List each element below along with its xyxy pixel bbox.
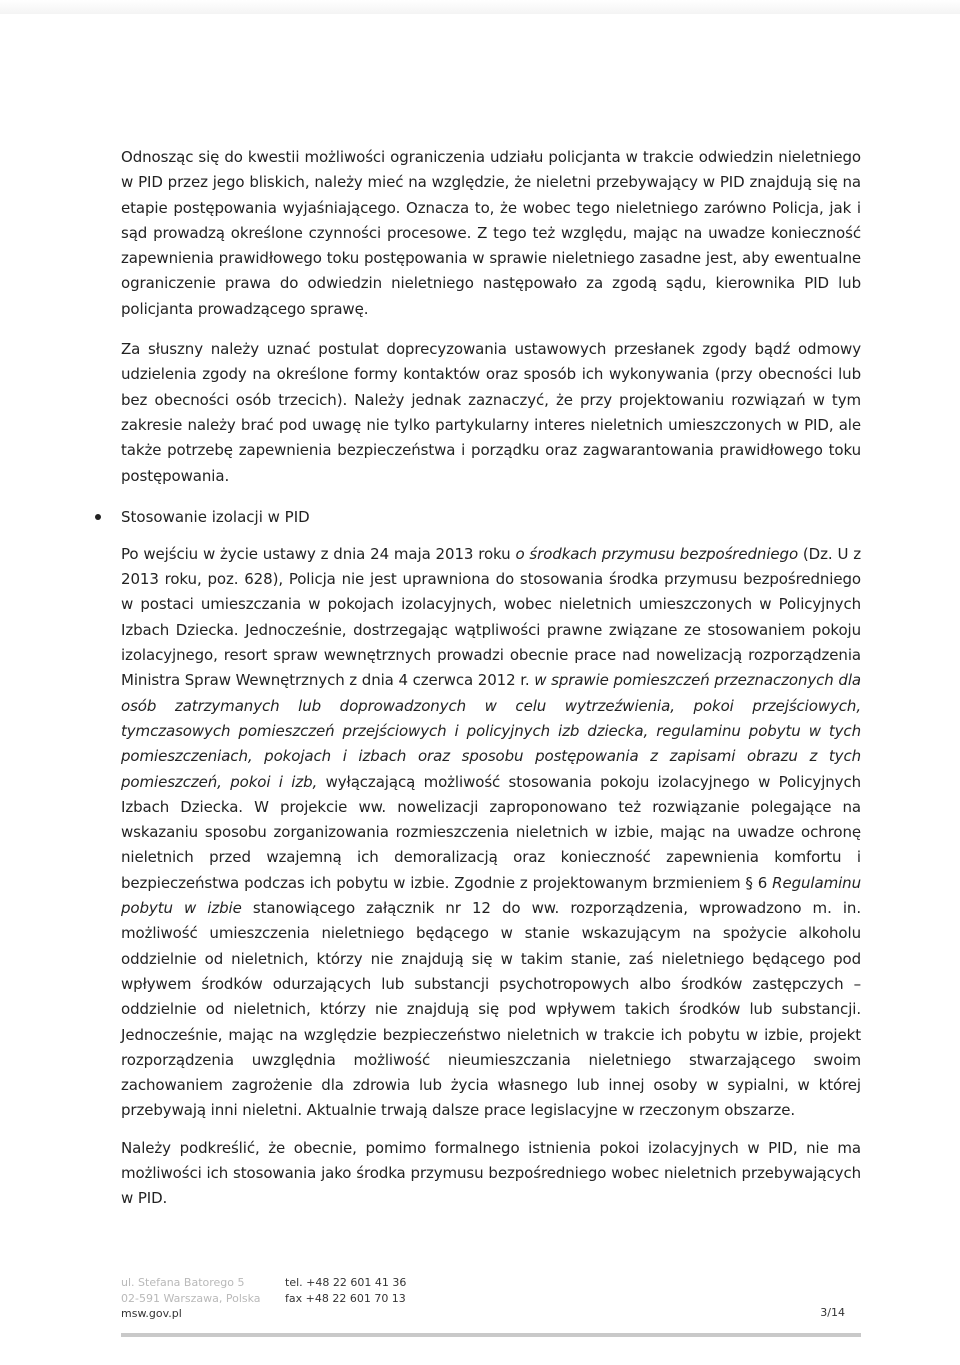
address-city: 02-591 Warszawa, Polska [121, 1291, 261, 1305]
regulation-title-italic: w sprawie pomieszczeń przeznaczonych dla osób zatrzymanych lub doprowadzonych w celu wytrzeźwienia, pokoi przejściowych, tymczasowych pomieszczeń przejściowych i policyjnych izb dziecka, regulaminu pobytu w tych pomieszczeniach, pokojach i izbach oraz sposobu postępowania z zapisami obrazu z tych pomieszczeń, pokoi i izb, [121, 671, 861, 791]
page-top-edge [0, 0, 960, 14]
regulation-name-italic: Regulaminu pobytu w izbie [121, 873, 861, 918]
text-run: (Dz. U z 2013 roku, poz. 628), Policja nie jest uprawniona do stosowania środka przymusu bezpośredniego w postaci umieszczania w pokojach izolacyjnych, wobec nieletnich umieszczonych w Policyjnych Izbach Dziecka. Jednocześnie, dostrzegając wątpliwości prawne związane ze stosowaniem pokoju izolacyjnego, resort spraw wewnętrznych prowadzi obecnie prace nad nowelizacją rozporządzenia Ministra Spraw Wewnętrznych z dnia 4 czerwca 2012 r. [121, 544, 861, 690]
act-title-italic: o środkach przymusu bezpośredniego [515, 544, 799, 563]
paragraph-visits: Odnosząc się do kwestii możliwości ograniczenia udziału policjanta w trakcie odwiedzin nieletniego w PID przez jego bliskich, należy mieć na względzie, że nieletni przebywający w PID znajdują się na etapie postępowania wyjaśniającego. Oznacza to, że wobec tego nieletniego zarówno Policja, jak i sąd prowadzą określone czynności procesowe. Z tego też względu, mając na uwadze konieczność zapewnienia prawidłowego toku postępowania w sprawie nieletniego zasadne jest, aby ewentualne ograniczenie prawa do odwiedzin nieletniego następowało za zgodą sądu, kierownika PID lub policjanta prowadzącego sprawę. [121, 148, 861, 318]
bullet-item-isolation [121, 505, 861, 530]
paragraph-isolation [121, 542, 861, 1124]
paragraph-postulate: Za słuszny należy uznać postulat doprecyzowania ustawowych przesłanek zgody bądź odmowy udzielenia zgody na określone formy kontaktów oraz sposób ich wykonywania (przy obecności lub bez obecności osób trzecich). Należy jednak zaznaczyć, że przy projektowaniu rozwiązań w tym zakresie należy brać pod uwagę nie tylko partykularny interes nieletnich umieszczonych w PID, ale także potrzebę zapewnienia bezpieczeństwa i porządku oraz zagwarantowania prawidłowego toku postępowania. [121, 340, 861, 485]
bullet-icon [95, 514, 101, 520]
page-number: 3/14 [820, 1306, 845, 1319]
footer-address [121, 1275, 261, 1322]
footer-fax: fax +48 22 601 70 13 [285, 1291, 406, 1305]
footer-tel: tel. +48 22 601 41 36 [285, 1276, 407, 1289]
paragraph-conclusion: Należy podkreślić, że obecnie, pomimo formalnego istnienia pokoi izolacyjnych w PID, nie ma możliwości ich stosowania jako środka przymusu bezpośredniego wobec nieletnich przebywających w PID. [121, 1138, 861, 1208]
text-run: stanowiącego załącznik nr 12 do ww. rozporządzenia, wprowadzono m. in. możliwość umieszczenia nieletniego będącego w stanie wskazującym na spożycie alkoholu oddzielnie od nieletnich, którzy nie znajdują się w takim stanie, zaś nieletniego będącego pod wpływem środków odurzających lub substancji psychotropowych albo środków zastępczych – oddzielnie od nieletnich, którzy nie znajdują się pod wpływem takich środków lub substancji. Jednocześnie, mając na względzie bezpieczeństwo nieletnich w trakcie ich pobytu w izbie, projekt rozporządzenia uwzględnia możliwość nieumieszczania nieletniego stwarzającego swoim zachowaniem zagrożenie dla zdrowia lub życia własnego lub innej osoby w sypialni, w której przebywają inni nieletni. Aktualnie trwają dalsze prace legislacyjne w rzeczonym obszarze. [121, 899, 861, 1120]
footer-website: msw.gov.pl [121, 1307, 182, 1320]
footer-contact [285, 1275, 406, 1306]
address-street: ul. Stefana Batorego 5 [121, 1276, 245, 1289]
footer-divider [121, 1333, 861, 1337]
text-run: wyłączającą możliwość stosowania pokoju izolacyjnego w Policyjnych Izbach Dziecka. W projekcie ww. nowelizacji zaproponowano też rozwiązanie polegające na wskazaniu sposobu zorganizowania rozmieszczenia nieletnich w izbie, mając na uwadze ochronę nieletnich przed wzajemną ich demoralizacją oraz konieczność zapewnienia komfortu i bezpieczeństwa podczas ich pobytu w izbie. Zgodnie z projektowanym brzmieniem § 6 [121, 772, 862, 892]
text-run: Po wejściu w życie ustawy z dnia 24 maja 2013 roku [121, 544, 516, 563]
document-body [121, 145, 861, 1212]
page-footer [121, 1275, 861, 1335]
section-heading-isolation: Stosowanie izolacji w PID [121, 507, 310, 526]
